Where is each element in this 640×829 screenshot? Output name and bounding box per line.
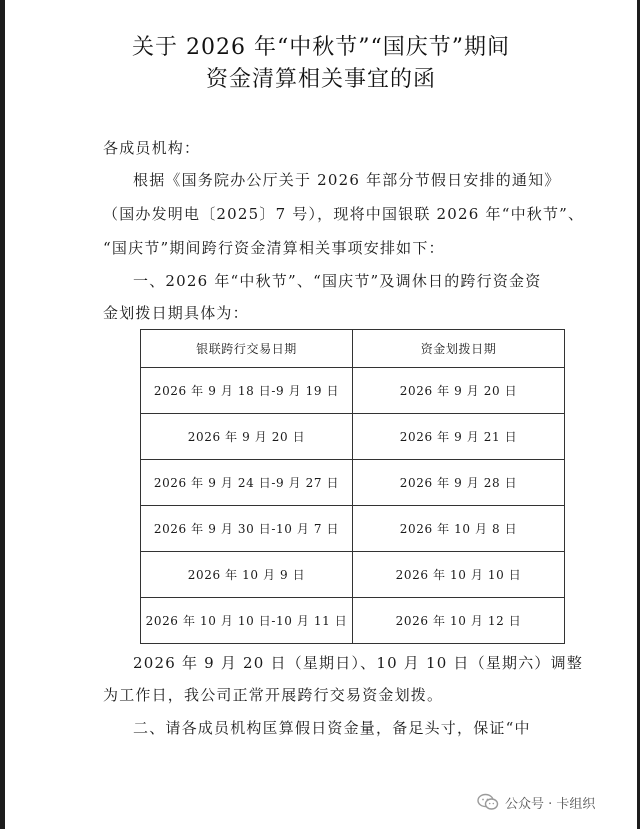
section-1-line-1: 一、2026 年“中秋节”、“国庆节”及调休日的跨行资金资 [133,272,542,290]
transaction-date-cell: 2026 年 10 月 10 日-10 月 11 日 [141,598,353,644]
section-1-line-2: 金划拨日期具体为： [103,304,249,322]
table-row [141,460,565,506]
table-row [141,506,565,552]
salutation: 各成员机构： [103,139,201,157]
clearing-schedule-table [140,329,565,644]
table-header-cell: 资金划拨日期 [353,330,565,368]
paragraph-2-line-1: 2026 年 9 月 20 日（星期日）、10 月 10 日（星期六）调整 [133,654,584,672]
watermark-text: 公众号 · 卡组织 [505,796,596,812]
transaction-date-cell: 2026 年 9 月 20 日 [141,414,353,460]
table-row [141,368,565,414]
document-title-line-2: 资金清算相关事宜的函 [205,67,436,92]
paragraph-1-line-3: “国庆节”期间跨行资金清算相关事项安排如下： [103,239,445,257]
transfer-date-cell: 2026 年 9 月 20 日 [353,368,565,414]
section-2-line-1: 二、请各成员机构匡算假日资金量，备足头寸，保证“中 [133,719,531,737]
transfer-date-cell: 2026 年 9 月 21 日 [353,414,565,460]
document-title-line-1: 关于 2026 年“中秋节”“国庆节”期间 [132,35,510,60]
table-header-cell: 银联跨行交易日期 [141,330,353,368]
paragraph-2-line-2: 为工作日，我公司正常开展跨行交易资金划拨。 [103,686,444,704]
transaction-date-cell: 2026 年 9 月 18 日-9 月 19 日 [141,368,353,414]
table-header-row [141,330,565,368]
transaction-date-cell: 2026 年 10 月 9 日 [141,552,353,598]
transfer-date-cell: 2026 年 10 月 10 日 [353,552,565,598]
paragraph-1-line-2: （国办发明电〔2025〕7 号），现将中国银联 2026 年“中秋节”、 [103,205,585,223]
watermark [477,790,595,814]
wechat-icon [477,793,499,811]
table-row [141,598,565,644]
transaction-date-cell: 2026 年 9 月 30 日-10 月 7 日 [141,506,353,552]
transfer-date-cell: 2026 年 10 月 12 日 [353,598,565,644]
document-page [5,0,637,829]
table-row [141,552,565,598]
transfer-date-cell: 2026 年 10 月 8 日 [353,506,565,552]
transaction-date-cell: 2026 年 9 月 24 日-9 月 27 日 [141,460,353,506]
table-row [141,414,565,460]
paragraph-1-line-1: 根据《国务院办公厅关于 2026 年部分节假日安排的通知》 [133,171,561,189]
transfer-date-cell: 2026 年 9 月 28 日 [353,460,565,506]
